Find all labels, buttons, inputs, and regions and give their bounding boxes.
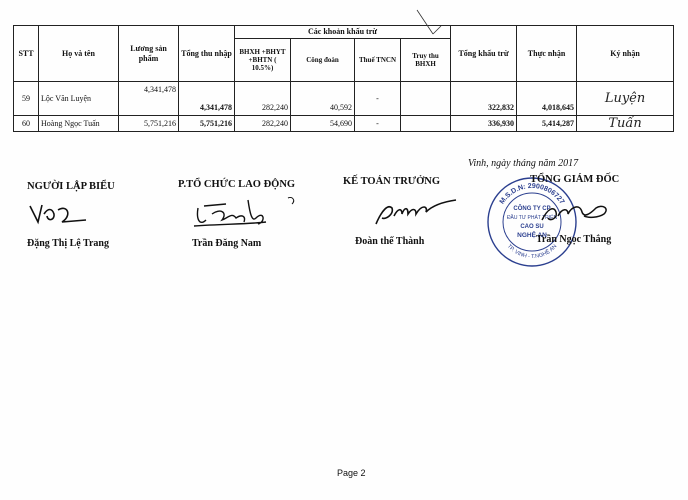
cell-ky-nhan: [577, 82, 674, 116]
cell-bhxh-value: 282,240: [262, 103, 288, 112]
table-row: [14, 116, 674, 132]
pen-mark: [415, 8, 445, 38]
cell-truy-thu-bhxh: [401, 82, 451, 116]
header-tong-thu-nhap: Tổng thu nhập: [179, 26, 235, 82]
header-cong-doan: Công đoàn: [291, 39, 355, 82]
cell-tong-khau-tru: 336,930: [451, 116, 517, 132]
header-ho-ten: Họ và tên: [39, 26, 119, 82]
cell-ho-ten: Lộc Văn Luyện: [39, 82, 119, 116]
signatory-name-3: Đoàn thế Thành: [355, 236, 425, 247]
header-truy-thu-bhxh: Truy thu BHXH: [401, 39, 451, 82]
cell-thue-tncn: -: [355, 116, 401, 132]
cell-ky-nhan: [577, 116, 674, 132]
table-row: [14, 82, 674, 116]
cell-tong-thu-nhap-value: 4,341,478: [200, 103, 232, 112]
stamp-bottom-text: TP. VINH - T.NGHỆ AN: [505, 243, 559, 261]
cell-truy-thu-bhxh: [401, 116, 451, 132]
stamp-line-3: CAO SU: [520, 224, 544, 230]
signatory-name-2: Trần Đăng Nam: [192, 238, 262, 249]
signatory-title-4: TỔNG GIÁM ĐỐC: [530, 174, 620, 185]
signatory-name-4: Trần Ngọc Thắng: [536, 234, 612, 245]
header-bhxh: BHXH +BHYT +BHTN ( 10.5%): [235, 39, 291, 82]
header-ky-nhan: Ký nhận: [577, 26, 674, 82]
header-thue-tncn: Thuế TNCN: [355, 39, 401, 82]
cell-cong-doan: [291, 82, 355, 116]
stamp-line-4: NGHỆ AN: [517, 232, 547, 239]
cell-bhxh: [235, 82, 291, 116]
signature-mark-3: [372, 198, 462, 228]
payroll-table: [13, 25, 674, 132]
cell-stt: 60: [14, 116, 39, 132]
stamp-ring-text: M.S.D.N: 2900806727: [498, 182, 566, 206]
stamp-line-2: ĐẦU TƯ PHÁT TRIỂN: [506, 215, 558, 221]
signatory-title-1: NGƯỜI LẬP BIỂU: [27, 181, 115, 192]
date-line: Vinh, ngày tháng năm 2017: [468, 158, 579, 169]
cell-luong-sp: [119, 82, 179, 116]
signatory-title-2: P.TỔ CHỨC LAO ĐỘNG: [178, 179, 296, 190]
signature-mark-1: [28, 202, 98, 226]
cell-luong-sp-value: 4,341,478: [144, 85, 176, 94]
cell-ho-ten: Hoàng Ngọc Tuấn: [39, 116, 119, 132]
cell-cong-doan: 54,690: [291, 116, 355, 132]
cell-bhxh: 282,240: [235, 116, 291, 132]
stamp-line-1: CÔNG TY CP: [513, 206, 551, 212]
header-tong-khau-tru: Tổng khấu trừ: [451, 26, 517, 82]
signature-mark-2: [192, 194, 302, 232]
cell-tong-khau-tru: [451, 82, 517, 116]
header-luong-sp: Lương sản phẩm: [119, 26, 179, 82]
signature-tuan: Tuấn: [608, 116, 642, 131]
cell-thuc-nhan-value: 4,018,645: [542, 103, 575, 112]
svg-text:TP. VINH - T.NGHỆ AN: [506, 244, 559, 260]
cell-tong-thu-nhap: 5,751,216: [179, 116, 235, 132]
page-number: Page 2: [337, 468, 366, 478]
cell-cong-doan-value: 40,592: [330, 103, 352, 112]
signatory-title-3: KẾ TOÁN TRƯỞNG: [343, 176, 441, 187]
header-stt: STT: [14, 26, 39, 82]
cell-tong-khau-tru-value: 322,832: [488, 103, 515, 112]
cell-thuc-nhan: 5,414,287: [517, 116, 577, 132]
signature-luyen: Luyện: [604, 91, 646, 106]
header-thuc-nhan: Thực nhận: [517, 26, 577, 82]
signatory-name-1: Đặng Thị Lệ Trang: [27, 238, 109, 249]
cell-tong-thu-nhap: [179, 82, 235, 116]
signature-mark-4: [540, 200, 616, 226]
cell-thue-tncn-value: -: [376, 94, 379, 103]
cell-thue-tncn: [355, 82, 401, 116]
cell-stt: 59: [14, 82, 39, 116]
cell-thuc-nhan: [517, 82, 577, 116]
cell-luong-sp: 5,751,216: [119, 116, 179, 132]
header-cac-khoan-khau-tru: Các khoản khấu trừ: [235, 26, 451, 39]
